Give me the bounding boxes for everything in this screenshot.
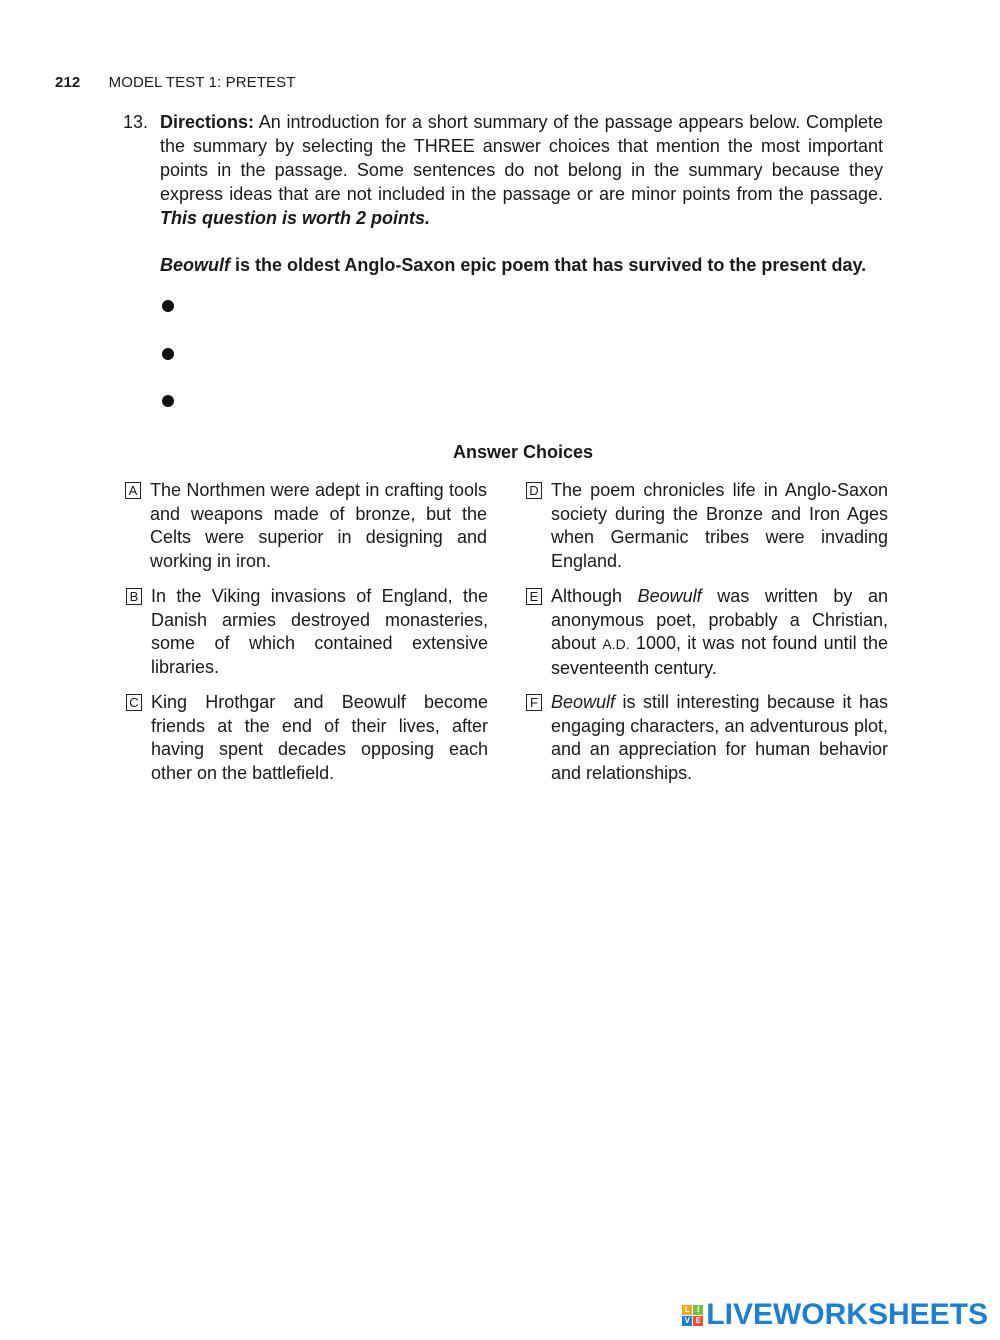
choice-letter-box: B bbox=[126, 588, 142, 605]
answer-choices-heading: Answer Choices bbox=[452, 442, 594, 462]
choice-text: is still interesting because it has engaging characters, an adventurous plot, and an appreciation for human behavior and relationships. bbox=[551, 692, 888, 783]
answer-choice-b[interactable] bbox=[129, 585, 488, 679]
logo-mark-letter: E bbox=[693, 1316, 703, 1326]
page-number: 212 bbox=[55, 74, 81, 91]
intro-text: is the oldest Anglo-Saxon epic poem that has survived to the present day. bbox=[230, 255, 867, 275]
choice-era: A.D. bbox=[602, 636, 630, 652]
choice-letter-box: C bbox=[126, 694, 142, 711]
summary-slot-3[interactable] bbox=[162, 395, 174, 407]
intro-poem-title: Beowulf bbox=[160, 255, 230, 275]
question-directions bbox=[160, 110, 883, 230]
answer-choice-f[interactable] bbox=[530, 691, 888, 785]
liveworksheets-logo bbox=[682, 1300, 988, 1330]
choice-poem-title: Beowulf bbox=[551, 692, 616, 712]
logo-mark-letter: V bbox=[682, 1316, 692, 1326]
choice-text-part2: was written by an anonymous poet, probably a Christian, about bbox=[551, 586, 889, 653]
answer-choice-c[interactable] bbox=[129, 691, 488, 785]
logo-mark-icon bbox=[682, 1305, 703, 1326]
choice-poem-title: Beowulf bbox=[637, 586, 702, 606]
choice-text: King Hrothgar and Beowulf become friends at the end of their lives, after having spent decades opposing each other on the battlefield. bbox=[151, 692, 488, 783]
choice-letter-box: E bbox=[526, 588, 542, 605]
logo-mark-letter: L bbox=[682, 1305, 692, 1315]
choice-letter-box: A bbox=[125, 482, 141, 499]
answer-choice-d[interactable] bbox=[529, 479, 888, 573]
directions-label: Directions: bbox=[160, 112, 255, 132]
logo-text: LIVEWORKSHEETS bbox=[706, 1298, 988, 1331]
directions-text: An introduction for a short summary of the passage appears below. Complete the summary by selecting the THREE answer choices that mention the most important points in the passage. Some sentences do not belong in the summary because they express ideas that are not included in the passage or are minor points from the passage. bbox=[160, 112, 883, 204]
choice-text: The Northmen were adept in crafting tools and weapons made of bronze, but the Celts were superior in designing and working in iron. bbox=[150, 480, 487, 571]
choice-letter-box: D bbox=[526, 482, 542, 499]
question-number: 13. bbox=[123, 112, 149, 132]
choice-text-part1: Although bbox=[551, 586, 638, 606]
question-13 bbox=[123, 110, 883, 230]
page-header-title: MODEL TEST 1: PRETEST bbox=[108, 74, 296, 91]
question-worth: This question is worth 2 points. bbox=[160, 208, 431, 228]
answer-choice-e[interactable] bbox=[529, 585, 889, 680]
page-header bbox=[55, 74, 295, 91]
logo-mark-letter: I bbox=[693, 1305, 703, 1315]
choice-letter-box: F bbox=[526, 694, 542, 711]
answer-choice-a[interactable] bbox=[128, 479, 487, 573]
summary-slot-2[interactable] bbox=[162, 348, 174, 360]
choice-text-part3: 1000, it was not found until the seventeenth century. bbox=[551, 633, 889, 678]
summary-slot-1[interactable] bbox=[162, 300, 174, 312]
summary-introduction bbox=[160, 253, 866, 277]
choice-text: In the Viking invasions of England, the Danish armies destroyed monasteries, some of which contained extensive libraries. bbox=[151, 586, 488, 677]
choice-text: The poem chronicles life in Anglo-Saxon society during the Bronze and Iron Ages when Germanic tribes were invading England. bbox=[551, 480, 888, 571]
